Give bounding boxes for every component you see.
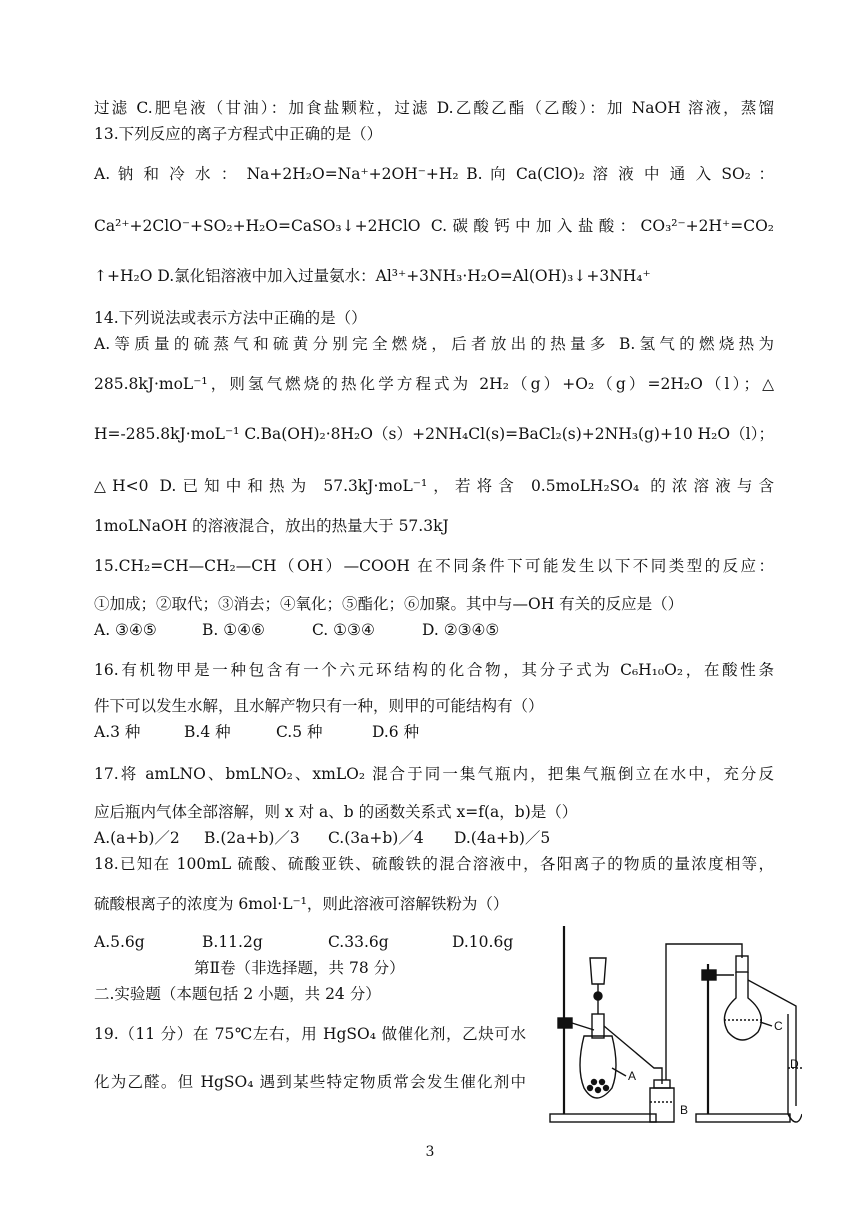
right-stand-base xyxy=(696,1114,790,1122)
question-13-option-b-c: Ca²⁺+2ClO⁻+SO₂+H₂O=CaSO₃↓+2HClO C.碳酸钙中加入盐酸：CO₃²⁻+2H⁺=CO₂ xyxy=(94,217,774,235)
wash-bottle-b xyxy=(650,1088,674,1122)
question-16-options xyxy=(94,722,774,742)
dropping-funnel xyxy=(590,958,606,984)
connecting-tube-bc xyxy=(666,944,742,1080)
option-a: A.3 种 xyxy=(94,723,141,741)
question-16-stem-cont: 件下可以发生水解，且水解产物只有一种，则甲的可能结构有（） xyxy=(94,697,544,715)
question-14-option-d: △H<0 D.已知中和热为 57.3kJ·moL⁻¹，若将含 0.5moLH₂SO₄ 的浓溶液与含 xyxy=(94,477,774,495)
label-b: B xyxy=(680,1103,689,1117)
option-b: B.11.2g xyxy=(202,933,263,951)
question-15-reactions: ①加成；②取代；③消去；④氧化；⑤酯化；⑥加聚。其中与—OH 有关的反应是（） xyxy=(94,595,684,613)
label-a: A xyxy=(628,1069,637,1083)
question-17-stem: 17.将 amLNO、bmLNO₂、xmLO₂ 混合于同一集气瓶内，把集气瓶倒立在水中，充分反 xyxy=(94,765,774,783)
option-a: A.5.6g xyxy=(94,933,145,951)
question-13-stem: 13.下列反应的离子方程式中正确的是（） xyxy=(94,125,383,143)
question-13-options-a-b: A. 钠 和 冷 水 ： Na+2H₂O=Na⁺+2OH⁻+H₂ B. 向 Ca(ClO)₂ 溶 液 中 通 入 SO₂ ： xyxy=(94,165,774,183)
question-17-stem-cont: 应后瓶内气体全部溶解，则 x 对 a、b 的函数关系式 x=f(a，b)是（） xyxy=(94,803,578,821)
question-14-option-d-cont: 1moLNaOH 的溶液混合，放出的热量大于 57.3kJ xyxy=(94,517,449,535)
section-2-title: 第Ⅱ卷（非选择题，共 78 分） xyxy=(194,959,405,977)
question-19-stem: 19.（11 分）在 75℃左右，用 HgSO₄ 做催化剂，乙炔可水 xyxy=(94,1025,526,1043)
acetylene-hydration-apparatus-figure xyxy=(546,918,802,1134)
question-19-stem-cont: 化为乙醛。但 HgSO₄ 遇到某些特定物质常会发生催化剂中 xyxy=(94,1073,526,1091)
label-c: C xyxy=(774,1019,783,1033)
option-c: C.33.6g xyxy=(328,933,389,951)
page-number: 3 xyxy=(425,1144,435,1160)
option-a: A.(a+b)／2 xyxy=(94,829,180,847)
left-clamp xyxy=(558,1018,572,1028)
right-clamp xyxy=(702,970,716,980)
question-15-options xyxy=(94,620,774,640)
question-14-option-b: 285.8kJ·moL⁻¹，则氢气燃烧的热化学方程式为 2H₂（g）+O₂（g）=2H₂O（l）；△ xyxy=(94,375,774,393)
question-18-stem-cont: 硫酸根离子的浓度为 6mol·L⁻¹，则此溶液可溶解铁粉为（） xyxy=(94,895,509,913)
option-d: D. ②③④⑤ xyxy=(422,621,500,639)
option-d: D.(4a+b)／5 xyxy=(454,829,551,847)
text-line: 过滤 C.肥皂液（甘油）：加食盐颗粒，过滤 D.乙酸乙酯（乙酸）：加 NaOH 溶液，蒸馏 xyxy=(94,99,774,117)
option-d: D.10.6g xyxy=(452,933,514,951)
option-c: C.(3a+b)／4 xyxy=(328,829,424,847)
flask-c xyxy=(724,972,761,1040)
question-17-options xyxy=(94,828,774,848)
experiment-section-heading: 二.实验题（本题包括 2 小题，共 24 分） xyxy=(94,985,381,1003)
option-c: C. ①③④ xyxy=(312,621,375,639)
question-14-stem: 14.下列说法或表示方法中正确的是（） xyxy=(94,309,367,327)
option-b: B. ①④⑥ xyxy=(202,621,265,639)
question-15-stem: 15.CH₂=CH—CH₂—CH（OH）—COOH 在不同条件下可能发生以下不同类型的反应： xyxy=(94,557,774,575)
option-b: B.(2a+b)／3 xyxy=(204,829,300,847)
question-18-stem: 18.已知在 100mL 硫酸、硫酸亚铁、硫酸铁的混合溶液中，各阳离子的物质的量浓度相等， xyxy=(94,855,774,873)
option-d: D.6 种 xyxy=(372,723,420,741)
label-d: D xyxy=(790,1057,799,1071)
left-stand-base xyxy=(550,1114,656,1122)
option-c: C.5 种 xyxy=(276,723,323,741)
question-14-option-c: H=-285.8kJ·moL⁻¹ C.Ba(OH)₂·8H₂O（s）+2NH₄Cl(s)=BaCl₂(s)+2NH₃(g)+10 H₂O（l）； xyxy=(94,425,774,443)
option-b: B.4 种 xyxy=(184,723,231,741)
connecting-tube-cd xyxy=(748,980,796,1106)
question-14-option-a: A.等质量的硫蒸气和硫黄分别完全燃烧，后者放出的热量多 B.氢气的燃烧热为 xyxy=(94,335,774,353)
question-16-stem: 16.有机物甲是一种包含有一个六元环结构的化合物，其分子式为 C₆H₁₀O₂，在酸性条 xyxy=(94,661,774,679)
question-13-option-d: ↑+H₂O D.氯化铝溶液中加入过量氨水：Al³⁺+3NH₃·H₂O=Al(OH)₃↓+3NH₄⁺ xyxy=(94,267,651,285)
option-a: A. ③④⑤ xyxy=(94,621,157,639)
